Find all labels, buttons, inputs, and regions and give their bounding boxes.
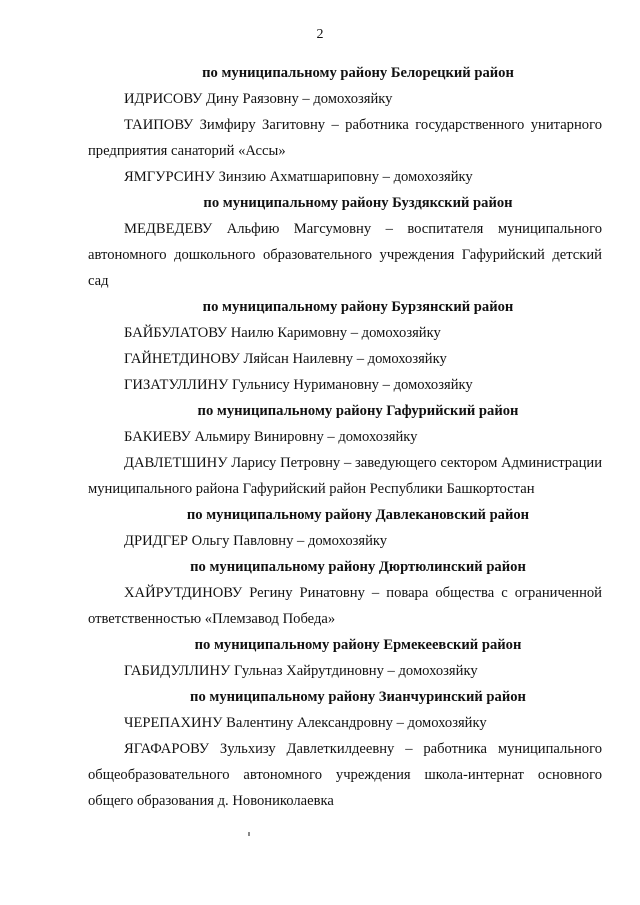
district-heading: по муниципальному району Дюртюлинский район xyxy=(190,559,526,575)
district-heading: по муниципальному району Буздякский район xyxy=(203,195,513,211)
person-entry: ЧЕРЕПАХИНУ Валентину Александровну – домохозяйку xyxy=(124,715,487,731)
district-heading: по муниципальному району Гафурийский район xyxy=(197,403,519,419)
person-entry: ДРИДГЕР Ольгу Павловну – домохозяйку xyxy=(124,533,388,549)
scan-mark xyxy=(248,832,250,836)
district-heading: по муниципальному району Зианчуринский район xyxy=(190,689,526,705)
person-entry: ЯГАФАРОВУ Зульхизу Давлеткилдеевну – работника муниципального общеобразовательного автономного учреждения школа-интернат основного общего образования д. Новониколаевка xyxy=(88,741,602,809)
person-entry: ГАБИДУЛЛИНУ Гульназ Хайрутдиновну – домохозяйку xyxy=(124,663,478,679)
person-entry: ТАИПОВУ Зимфиру Загитовну – работника государственного унитарного предприятия санаторий «Ассы» xyxy=(88,117,602,159)
page-number: 2 xyxy=(316,27,324,42)
person-entry: ДАВЛЕТШИНУ Ларису Петровну – заведующего сектором Администрации муниципального района Гафурийский район Республики Башкортостан xyxy=(88,455,602,497)
person-entry: ГАЙНЕТДИНОВУ Ляйсан Наилевну – домохозяйку xyxy=(124,351,447,367)
award-list xyxy=(88,60,602,814)
district-heading: по муниципальному району Бурзянский район xyxy=(202,299,514,315)
district-heading: по муниципальному району Ермекеевский район xyxy=(194,637,522,653)
district-heading: по муниципальному району Белорецкий район xyxy=(202,65,514,81)
person-entry: БАКИЕВУ Альмиру Винировну – домохозяйку xyxy=(124,429,418,445)
person-entry: БАЙБУЛАТОВУ Наилю Каримовну – домохозяйку xyxy=(124,325,441,341)
person-entry: ЯМГУРСИНУ Зинзию Ахматшариповну – домохозяйку xyxy=(124,169,473,185)
person-entry: ИДРИСОВУ Дину Раязовну – домохозяйку xyxy=(124,91,393,107)
person-entry: МЕДВЕДЕВУ Альфию Магсумовну – воспитателя муниципального автономного дошкольного образовательного учреждения Гафурийский детский сад xyxy=(88,221,602,289)
district-heading: по муниципальному району Давлекановский район xyxy=(186,507,530,523)
person-entry: ХАЙРУТДИНОВУ Регину Ринатовну – повара общества с ограниченной ответственностью «Племзавод Победа» xyxy=(88,585,602,627)
person-entry: ГИЗАТУЛЛИНУ Гульнису Нуримановну – домохозяйку xyxy=(124,377,473,393)
